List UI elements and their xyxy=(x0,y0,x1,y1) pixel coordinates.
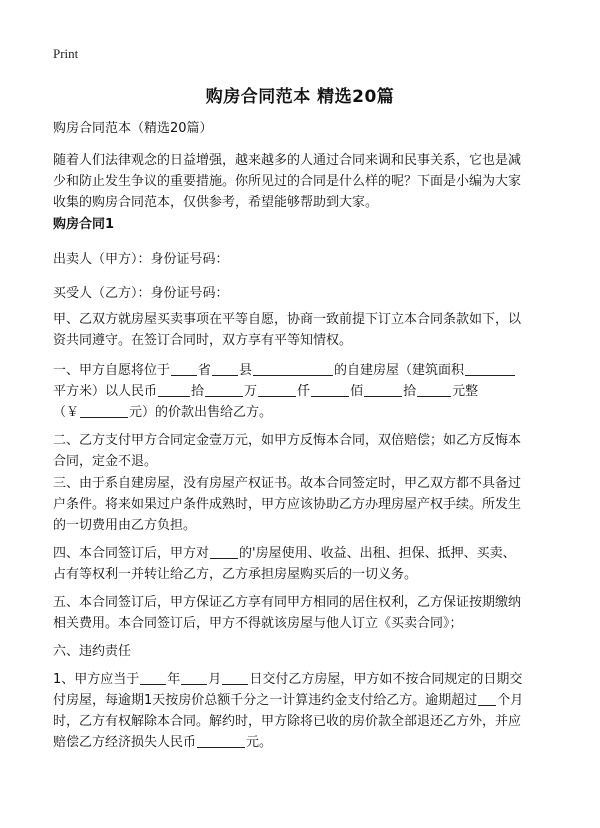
clause-3-line: 户条件。将来如果过户条件成熟时，甲方应该协助乙方办理房屋产权手续。所发生 xyxy=(53,497,522,512)
clause-1-line-1 xyxy=(53,360,553,381)
clause-text: 佰 xyxy=(350,384,364,399)
blank-amount xyxy=(158,382,190,397)
clause-2-line: 合同，定金不退。 xyxy=(53,454,158,469)
blank-month xyxy=(181,670,207,685)
clause-2-line: 二、乙方支付甲方合同定金壹万元，如甲方反悔本合同，双倍赔偿；如乙方反悔本 xyxy=(53,433,522,448)
print-link[interactable]: Print xyxy=(53,46,79,61)
blank-province xyxy=(171,361,197,376)
intro-line: 少和防止发生争议的重要措施。你所见过的合同是什么样的呢？下面是小编为大家 xyxy=(53,174,522,189)
blank-location xyxy=(253,361,333,376)
clause-1 xyxy=(53,360,553,423)
clause-text: 拾 xyxy=(403,384,417,399)
clause-text: 万 xyxy=(244,384,258,399)
blank-day xyxy=(222,670,248,685)
blank-months xyxy=(478,691,496,706)
blank-amount xyxy=(205,382,243,397)
clause-text: 一、甲方自愿将位于 xyxy=(53,363,171,378)
clause-2 xyxy=(53,430,553,472)
clause-6-1-line-3: 时，乙方有权解除本合同。解约时，甲方除将已收的房价款全部退还乙方外，并应 xyxy=(53,714,522,729)
clause-5 xyxy=(53,592,553,634)
intro-paragraph xyxy=(53,150,553,213)
clause-5-line: 五、本合同签订后，甲方保证乙方享有同甲方相同的居住权利，乙方保证按期缴纳 xyxy=(53,595,522,610)
clause-text: 省 xyxy=(198,363,212,378)
clause-text: 平方米）以人民币 xyxy=(53,384,158,399)
blank-amount xyxy=(417,382,451,397)
seller-line: 出卖人（甲方）：身份证号码： xyxy=(53,252,229,267)
clause-text: 元整 xyxy=(452,384,479,399)
blank-year xyxy=(140,670,166,685)
clause-1-line-2 xyxy=(53,381,553,402)
clause-6-heading: 六、违约责任 xyxy=(53,644,132,659)
clause-text: 付房屋，每逾期1天按房价总额千分之一计算违约金支付给乙方。逾期超过 xyxy=(53,693,478,708)
clause-text: 月 xyxy=(208,672,222,687)
clause-text: 仟 xyxy=(297,384,311,399)
clause-4-line-1 xyxy=(53,543,553,564)
preamble-line: 资共同遵守。在签订合同时，双方享有平等知情权。 xyxy=(53,333,353,348)
clause-text: 的自建房屋（建筑面积 xyxy=(334,363,465,378)
clause-text: 元。 xyxy=(246,735,273,750)
blank-amount xyxy=(311,382,349,397)
clause-text: 四、本合同签订后，甲方对 xyxy=(53,546,210,561)
clause-text: 的'房屋使用、收益、出租、担保、抵押、买卖、 xyxy=(239,546,516,561)
intro-line: 随着人们法律观念的日益增强，越来越多的人通过合同来调和民事关系，它也是减 xyxy=(53,153,522,168)
clause-3-line: 的一切费用由乙方负担。 xyxy=(53,518,197,533)
blank-amount-figures xyxy=(80,403,128,418)
clause-text: 日交付乙方房屋，甲方如不按合同规定的日期交 xyxy=(249,672,523,687)
clause-6-1-line-2 xyxy=(53,690,553,711)
clause-text: 年 xyxy=(167,672,181,687)
clause-1-line-3 xyxy=(53,402,553,423)
blank-amount xyxy=(258,382,296,397)
clause-text: （￥ xyxy=(53,405,80,420)
preamble-line: 甲、乙双方就房屋买卖事项在平等自愿，协商一致前提下订立本合同条款如下，以 xyxy=(53,312,522,327)
blank-county xyxy=(212,361,238,376)
clause-6-1 xyxy=(53,669,553,753)
intro-line: 收集的购房合同范本，仅供参考，希望能够帮助到大家。 xyxy=(53,195,379,210)
blank-amount xyxy=(364,382,402,397)
buyer-line: 买受人（乙方）：身份证号码： xyxy=(53,286,229,301)
preamble-paragraph xyxy=(53,309,553,351)
section-heading: 购房合同1 xyxy=(53,217,115,232)
blank-compensation xyxy=(197,733,245,748)
clause-4-line-2: 占有等权利一并转让给乙方，乙方承担房屋购买后的一切义务。 xyxy=(53,567,418,582)
clause-6-1-line-1 xyxy=(53,669,553,690)
page-title: 购房合同范本 精选20篇 xyxy=(205,87,395,107)
clause-4 xyxy=(53,543,553,585)
document-subtitle: 购房合同范本（精选20篇） xyxy=(53,121,213,136)
clause-6-1-line-4 xyxy=(53,732,553,753)
blank-property xyxy=(210,544,238,559)
clause-text: 县 xyxy=(239,363,253,378)
clause-3-line: 三、由于系自建房屋，没有房屋产权证书。故本合同签定时，甲乙双方都不具备过 xyxy=(53,476,522,491)
blank-area xyxy=(465,361,515,376)
clause-3 xyxy=(53,473,553,536)
clause-text: 元）的价款出售给乙方。 xyxy=(129,405,273,420)
clause-5-line: 相关费用。本合同签订后，甲方不得就该房屋与他人订立《买卖合同》； xyxy=(53,616,463,631)
clause-text: 赔偿乙方经济损失人民币 xyxy=(53,735,197,750)
clause-text: 个月 xyxy=(497,693,524,708)
clause-text: 拾 xyxy=(191,384,205,399)
clause-text: 1、甲方应当于 xyxy=(53,672,140,687)
